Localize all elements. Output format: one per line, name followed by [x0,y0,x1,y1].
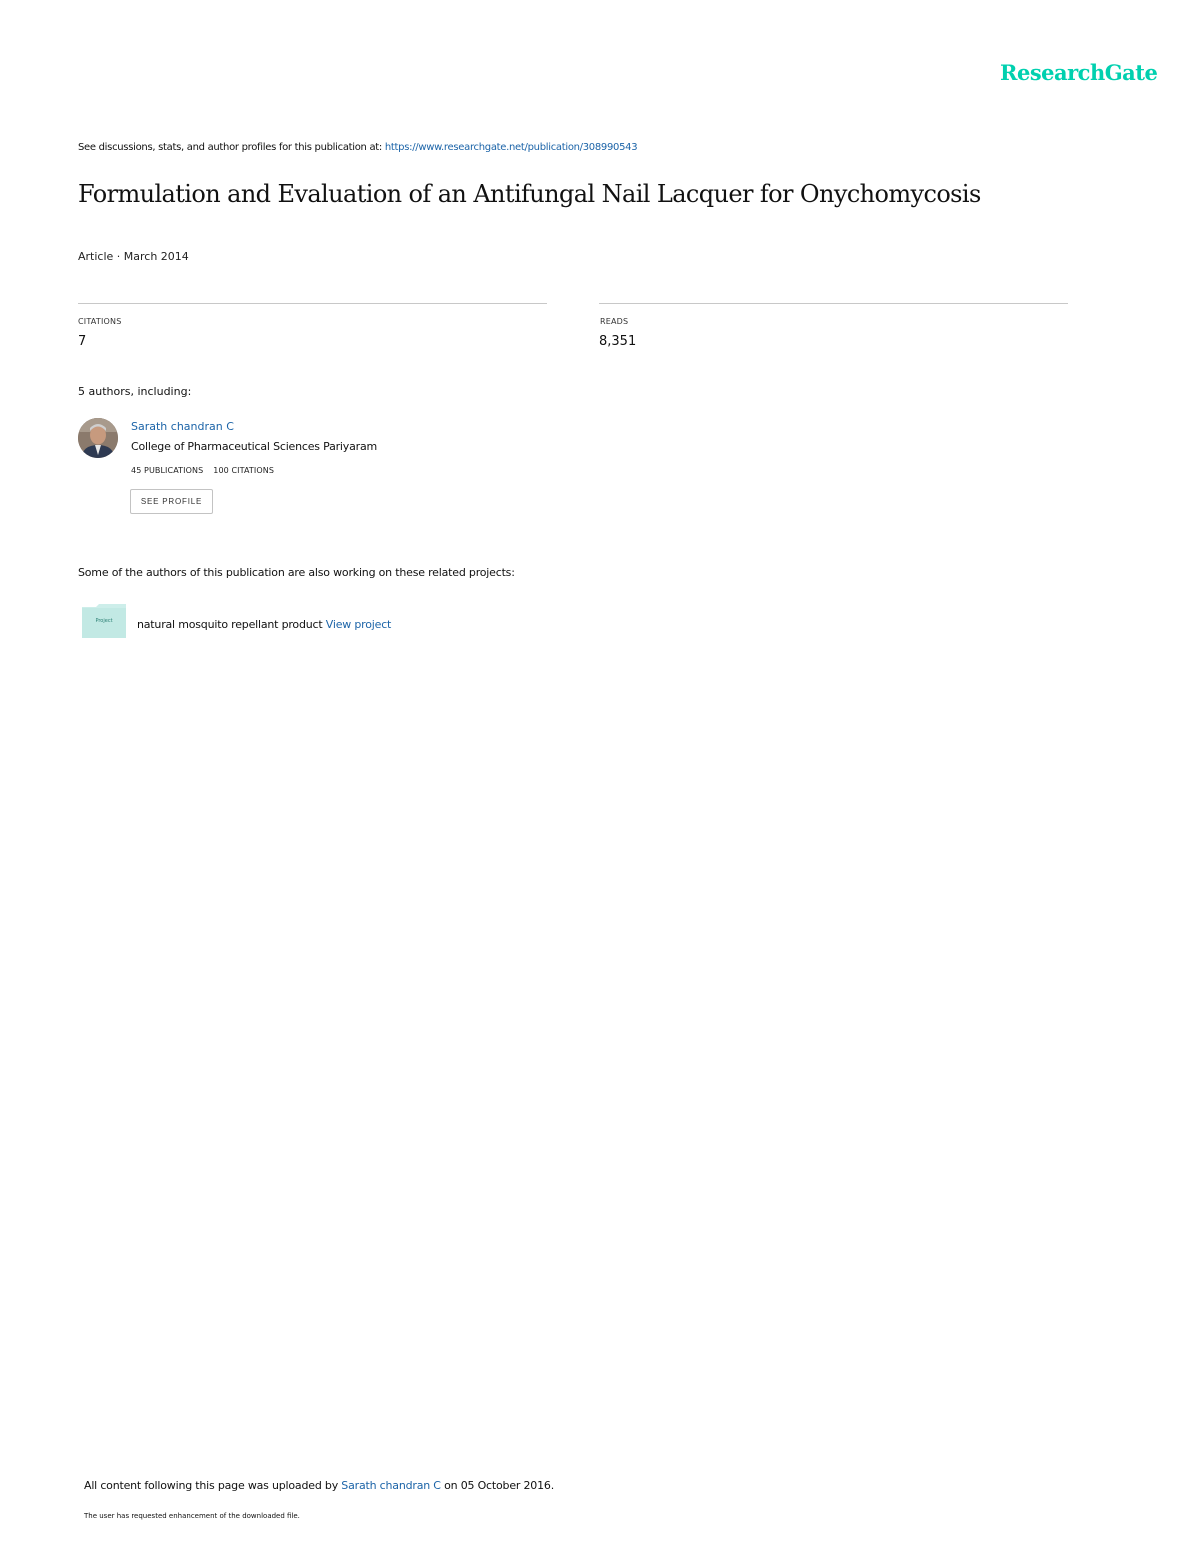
uploader-link[interactable]: Sarath chandran C [341,1479,441,1492]
project-name: natural mosquito repellant product [137,618,323,631]
project-icon-label: Project [95,618,113,624]
author-publications-count: 45 PUBLICATIONS [131,466,204,475]
see-discussions-line [78,142,637,153]
author-citations-count: 100 CITATIONS [213,466,275,475]
divider-right [599,303,1068,304]
article-meta: Article · March 2014 [78,250,189,263]
author-stats [131,466,274,475]
article-title: Formulation and Evaluation of an Antifungal Nail Lacquer for Onychomycosis [78,180,981,208]
project-row [137,618,391,631]
divider-left [78,303,547,304]
footer-note: The user has requested enhancement of the downloaded file. [84,1512,300,1520]
see-discussions-text: See discussions, stats, and author profiles for this publication at: [78,142,382,153]
projects-heading: Some of the authors of this publication are also working on these related projects: [78,566,515,579]
see-profile-button[interactable]: SEE PROFILE [130,489,213,514]
upload-info [84,1479,554,1492]
researchgate-logo[interactable]: ResearchGate [1000,60,1158,85]
reads-value: 8,351 [599,334,637,349]
author-avatar[interactable] [78,418,118,458]
reads-label: READS [600,317,629,326]
citations-value: 7 [78,334,87,349]
author-name-link[interactable]: Sarath chandran C [131,420,234,433]
project-folder-icon [82,604,126,638]
citations-label: CITATIONS [78,317,122,326]
upload-prefix: All content following this page was uploaded by [84,1479,338,1492]
author-institution: College of Pharmaceutical Sciences Pariyaram [131,440,378,453]
view-project-link[interactable]: View project [325,618,392,631]
upload-suffix: on 05 October 2016. [444,1479,554,1492]
authors-heading: 5 authors, including: [78,385,192,398]
avatar-photo-icon [78,418,118,458]
publication-url-link[interactable]: https://www.researchgate.net/publication/308990543 [384,142,638,153]
